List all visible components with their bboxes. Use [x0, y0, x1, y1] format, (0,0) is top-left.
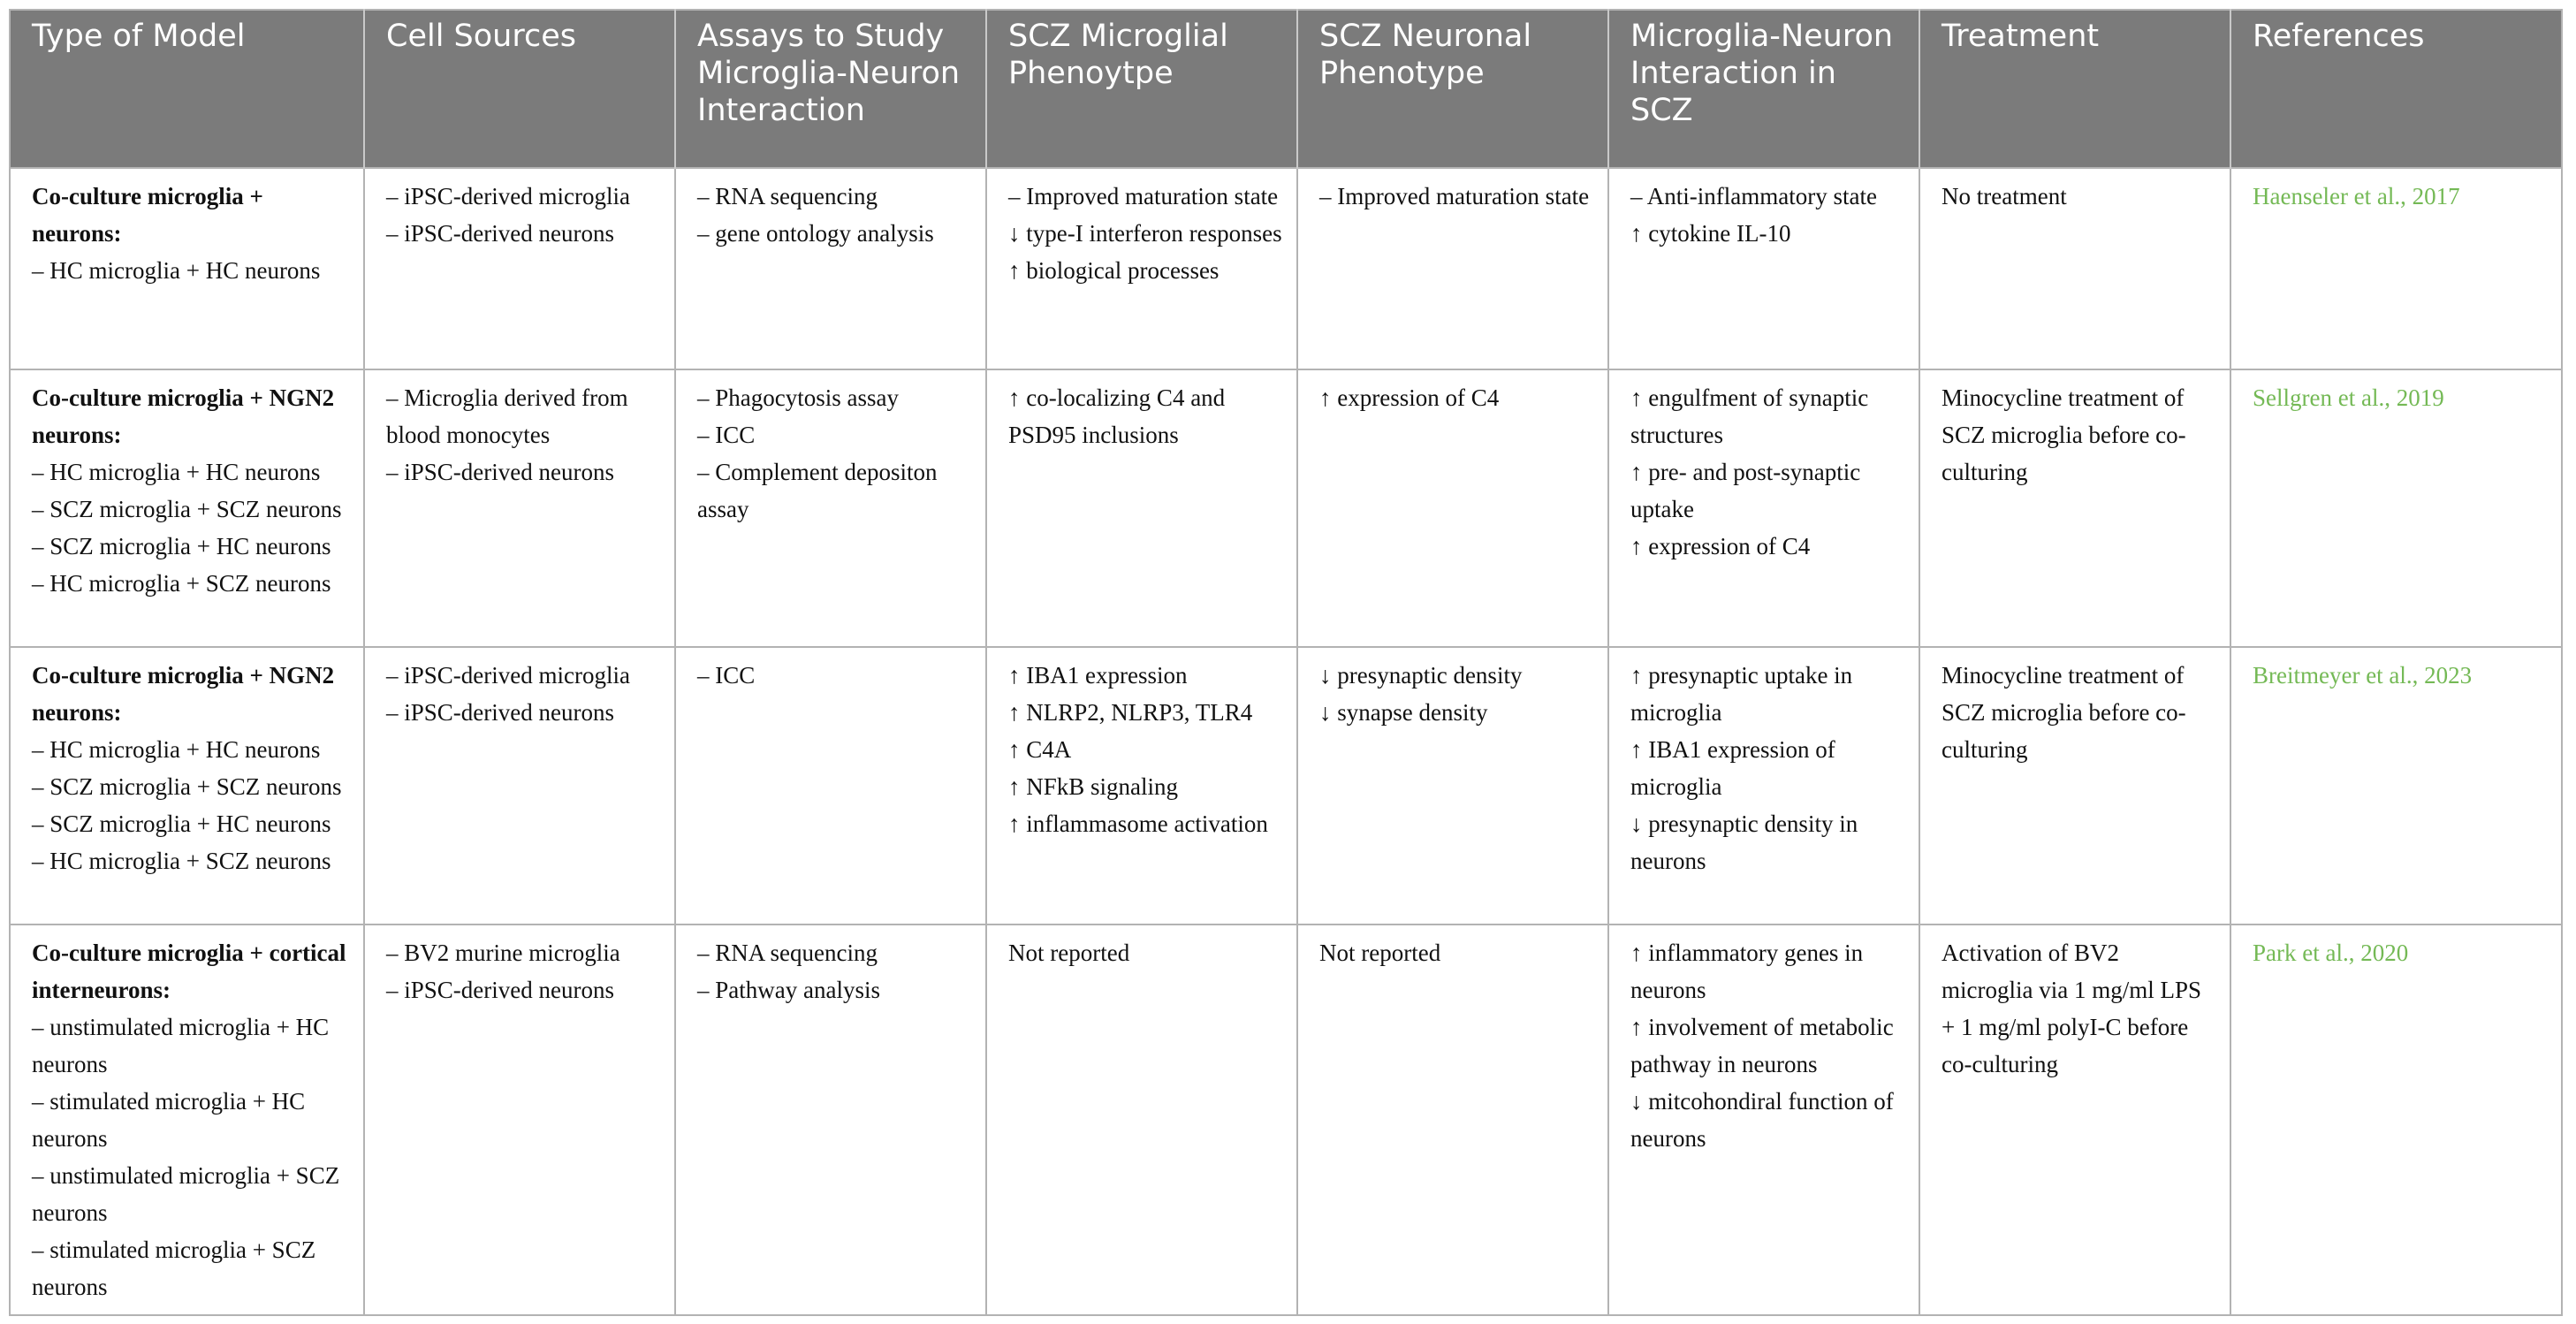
- list-item: – RNA sequencing: [697, 940, 878, 966]
- neuronal-phenotype-cell: [1297, 925, 1608, 1315]
- list-item: – HC microglia + HC neurons: [32, 459, 321, 485]
- list-item: – iPSC-derived microglia: [386, 662, 630, 689]
- list-item: ↑ inflammatory genes in neurons: [1630, 940, 1864, 1003]
- reference-link[interactable]: Sellgren et al., 2019: [2230, 369, 2562, 647]
- list-item: ↓ mitcohondiral function of neurons: [1630, 1088, 1894, 1152]
- header-interaction: Microglia-Neuron Interaction in SCZ: [1608, 10, 1919, 168]
- header-assays: Assays to Study Microglia-Neuron Interaction: [675, 10, 986, 168]
- list-item: ↑ cytokine IL-10: [1630, 220, 1791, 247]
- treatment-cell: Minocycline treatment of SCZ microglia before co-culturing: [1919, 647, 2230, 925]
- neuronal-phenotype-cell: [1297, 168, 1608, 369]
- list-item: – unstimulated microglia + HC neurons: [32, 1014, 330, 1077]
- list-item: ↑ NFkB signaling: [1008, 773, 1179, 800]
- microglial-phenotype-cell: [986, 647, 1297, 925]
- list-item: – Microglia derived from blood monocytes: [386, 384, 628, 448]
- assays-cell: [675, 168, 986, 369]
- list-item: ↓ presynaptic density: [1319, 662, 1523, 689]
- model-title: Co-culture microglia + neurons:: [32, 183, 263, 247]
- list-item: ↑ biological processes: [1008, 257, 1220, 284]
- table-row: [10, 925, 2562, 1315]
- model-cell: [10, 925, 364, 1315]
- neuronal-phenotype-cell: [1297, 369, 1608, 647]
- model-title: Co-culture microglia + NGN2 neurons:: [32, 662, 335, 726]
- list-item: – Improved maturation state: [1008, 183, 1279, 209]
- cell-sources-cell: [364, 925, 675, 1315]
- header-cell-sources: Cell Sources: [364, 10, 675, 168]
- list-item: – gene ontology analysis: [697, 220, 934, 247]
- table-row: [10, 168, 2562, 369]
- list-item: ↓ type-I interferon responses: [1008, 220, 1282, 247]
- list-item: – ICC: [697, 422, 756, 448]
- cell-sources-cell: [364, 647, 675, 925]
- list-item: ↑ engulfment of synaptic structures: [1630, 384, 1869, 448]
- table-row: [10, 647, 2562, 925]
- interaction-cell: [1608, 647, 1919, 925]
- assays-cell: [675, 369, 986, 647]
- reference-link[interactable]: Park et al., 2020: [2230, 925, 2562, 1315]
- model-cell: [10, 168, 364, 369]
- reference-link[interactable]: Haenseler et al., 2017: [2230, 168, 2562, 369]
- list-item: – HC microglia + SCZ neurons: [32, 570, 331, 597]
- list-item: – iPSC-derived neurons: [386, 459, 614, 485]
- list-item: ↑ IBA1 expression of microglia: [1630, 736, 1835, 800]
- list-item: – stimulated microglia + SCZ neurons: [32, 1236, 316, 1300]
- list-item: – ICC: [697, 662, 756, 689]
- list-item: – SCZ microglia + HC neurons: [32, 533, 331, 559]
- neuronal-phenotype-cell: [1297, 647, 1608, 925]
- list-item: ↑ involvement of metabolic pathway in neurons: [1630, 1014, 1894, 1077]
- microglial-phenotype-cell: [986, 168, 1297, 369]
- microglial-phenotype-cell: [986, 369, 1297, 647]
- interaction-cell: [1608, 369, 1919, 647]
- assays-cell: [675, 647, 986, 925]
- interaction-cell: [1608, 925, 1919, 1315]
- list-item: – iPSC-derived neurons: [386, 220, 614, 247]
- list-item: ↑ C4A: [1008, 736, 1072, 763]
- list-item: – SCZ microglia + SCZ neurons: [32, 773, 342, 800]
- list-item: – HC microglia + SCZ neurons: [32, 848, 331, 874]
- list-item: – SCZ microglia + SCZ neurons: [32, 496, 342, 522]
- cell-sources-cell: [364, 168, 675, 369]
- interaction-cell: [1608, 168, 1919, 369]
- list-item: – iPSC-derived neurons: [386, 977, 614, 1003]
- model-title: Co-culture microglia + NGN2 neurons:: [32, 384, 335, 448]
- list-item: – SCZ microglia + HC neurons: [32, 810, 331, 837]
- list-item: – RNA sequencing: [697, 183, 878, 209]
- list-item: ↑ presynaptic uptake in microglia: [1630, 662, 1853, 726]
- list-item: ↑ inflammasome activation: [1008, 810, 1268, 837]
- list-item: – HC microglia + HC neurons: [32, 257, 321, 284]
- model-title: Co-culture microglia + cortical interneurons:: [32, 940, 346, 1003]
- list-item: – iPSC-derived neurons: [386, 699, 614, 726]
- list-item: Not reported: [1319, 940, 1441, 966]
- header-type-of-model: Type of Model: [10, 10, 364, 168]
- list-item: – Complement depositon assay: [697, 459, 938, 522]
- reference-link[interactable]: Breitmeyer et al., 2023: [2230, 647, 2562, 925]
- header-row: [10, 10, 2562, 168]
- assays-cell: [675, 925, 986, 1315]
- list-item: ↑ NLRP2, NLRP3, TLR4: [1008, 699, 1253, 726]
- treatment-cell: No treatment: [1919, 168, 2230, 369]
- treatment-cell: Minocycline treatment of SCZ microglia before co-culturing: [1919, 369, 2230, 647]
- list-item: – Pathway analysis: [697, 977, 880, 1003]
- list-item: ↑ IBA1 expression: [1008, 662, 1188, 689]
- list-item: ↑ pre- and post-synaptic uptake: [1630, 459, 1861, 522]
- header-microglial-phenotype: SCZ Microglial Phenoytpe: [986, 10, 1297, 168]
- header-treatment: Treatment: [1919, 10, 2230, 168]
- list-item: Not reported: [1008, 940, 1130, 966]
- list-item: ↓ synapse density: [1319, 699, 1488, 726]
- list-item: – Improved maturation state: [1319, 183, 1590, 209]
- treatment-cell: Activation of BV2 microglia via 1 mg/ml LPS + 1 mg/ml polyI-C before co-culturing: [1919, 925, 2230, 1315]
- comparison-table: [9, 9, 2563, 1316]
- list-item: ↑ expression of C4: [1319, 384, 1500, 411]
- list-item: – BV2 murine microglia: [386, 940, 620, 966]
- list-item: ↑ co-localizing C4 and PSD95 inclusions: [1008, 384, 1226, 448]
- list-item: – unstimulated microglia + SCZ neurons: [32, 1162, 340, 1226]
- list-item: – Anti-inflammatory state: [1630, 183, 1877, 209]
- list-item: ↓ presynaptic density in neurons: [1630, 810, 1858, 874]
- list-item: – stimulated microglia + HC neurons: [32, 1088, 306, 1152]
- list-item: ↑ expression of C4: [1630, 533, 1811, 559]
- microglial-phenotype-cell: [986, 925, 1297, 1315]
- model-cell: [10, 647, 364, 925]
- list-item: – HC microglia + HC neurons: [32, 736, 321, 763]
- header-neuronal-phenotype: SCZ Neuronal Phenotype: [1297, 10, 1608, 168]
- list-item: – Phagocytosis assay: [697, 384, 899, 411]
- cell-sources-cell: [364, 369, 675, 647]
- table-row: [10, 369, 2562, 647]
- list-item: – iPSC-derived microglia: [386, 183, 630, 209]
- header-references: References: [2230, 10, 2562, 168]
- model-cell: [10, 369, 364, 647]
